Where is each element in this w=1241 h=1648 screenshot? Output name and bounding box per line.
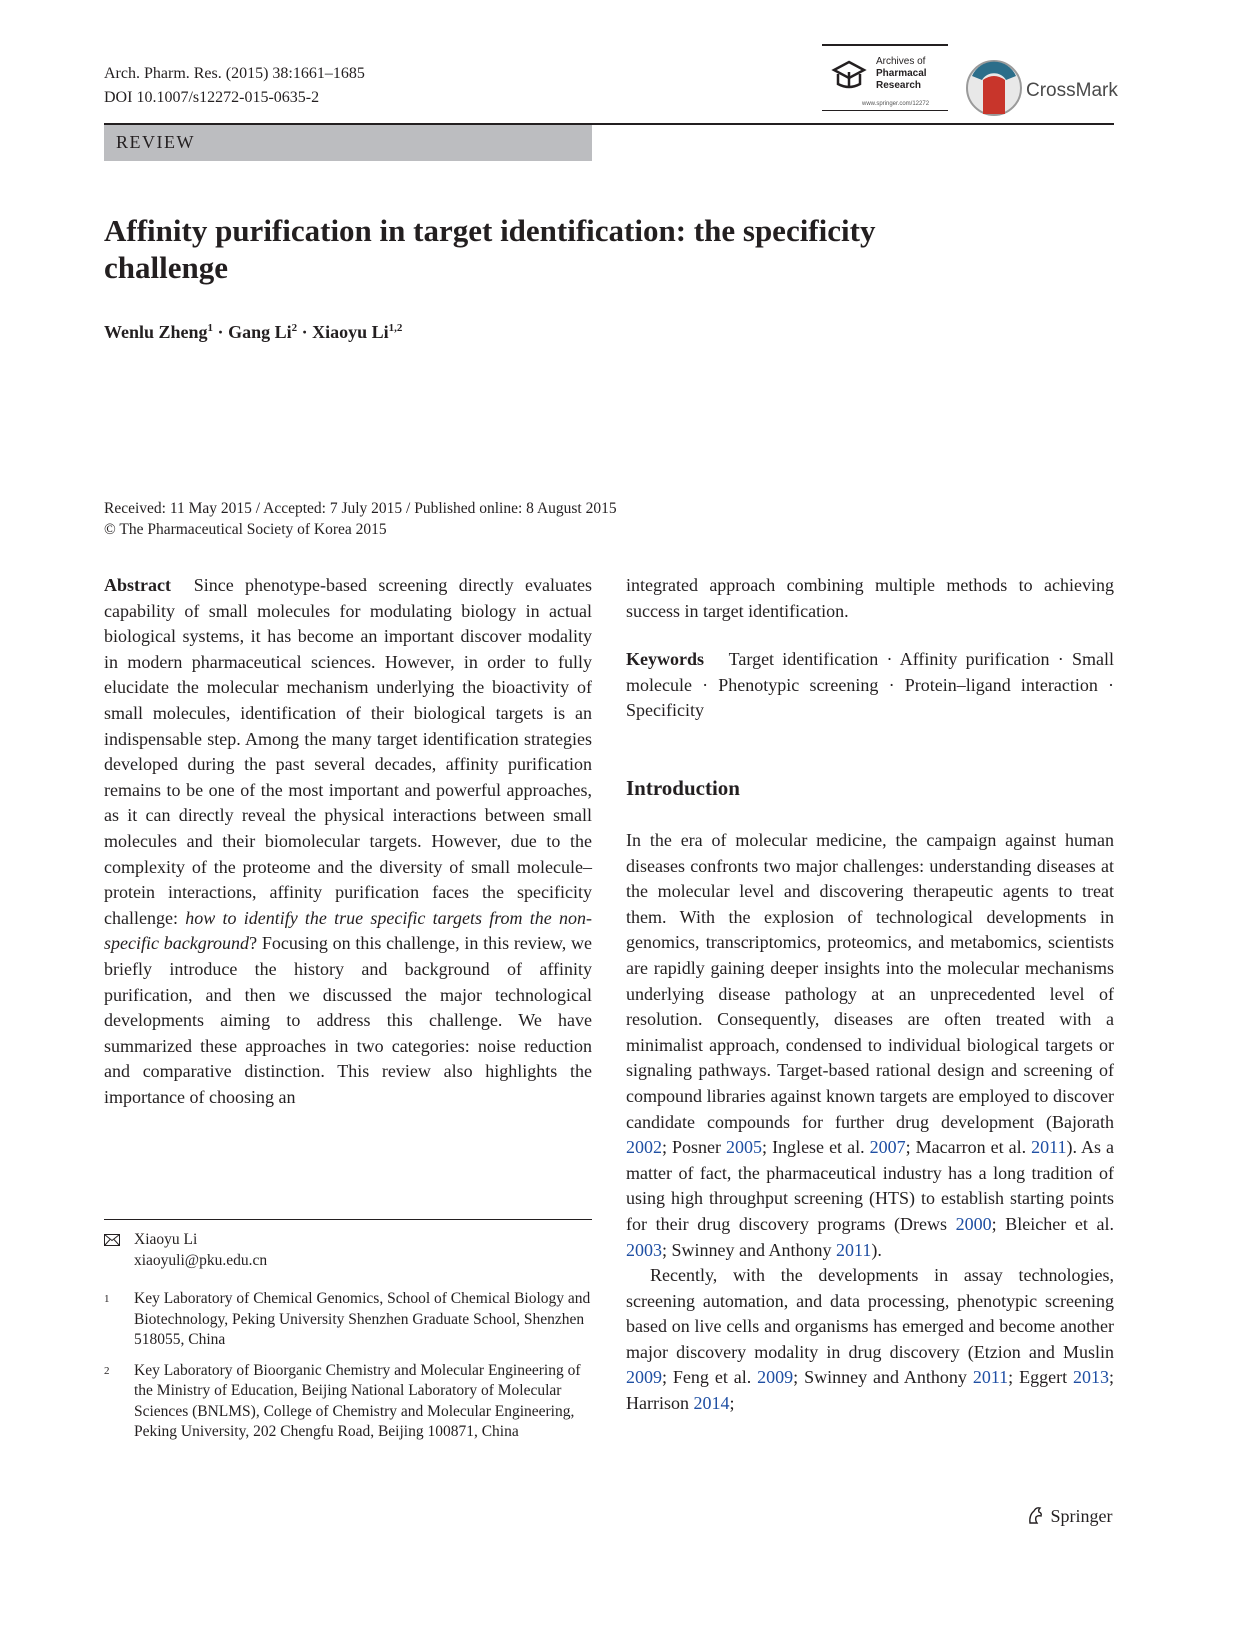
intro-paragraph-2: Recently, with the developments in assay technologies, screening automation, and data processing, phenotypic screening based on live cells and organisms has emerged and become another major discovery modality in drug discovery (Etzion and Muslin 2009; Feng et al. 2009; Swinney and Anthony 2011; Eggert 2013; Harrison 2014; bbox=[626, 1265, 1115, 1414]
journal-logo[interactable] bbox=[822, 44, 948, 111]
publication-dates bbox=[104, 498, 617, 540]
affiliation-2: 2 Key Laboratory of Bioorganic Chemistry and Molecular Engineering of the Ministry of Education, Beijing National Laboratory of Molecular Sciences (BNLMS), College of Chemistry and Molecular Engineering, Peking University, 202 Chengfu Road, Beijing 100871, China bbox=[104, 1361, 581, 1440]
citation-link[interactable]: 2011 bbox=[1031, 1137, 1067, 1158]
springer-horse-icon bbox=[1026, 1505, 1046, 1525]
citation-link[interactable]: 2009 bbox=[757, 1367, 794, 1388]
crossmark-icon[interactable] bbox=[966, 58, 1022, 118]
citation-link[interactable]: 2002 bbox=[626, 1137, 662, 1158]
abstract-continued: integrated approach combining multiple methods to achieving success in target identification. bbox=[626, 575, 1114, 621]
citation-link[interactable]: 2003 bbox=[626, 1239, 662, 1260]
introduction-heading: Introduction bbox=[626, 776, 740, 800]
introduction-body bbox=[626, 828, 1114, 1417]
footnote-rule bbox=[104, 1219, 592, 1220]
abstract-label: Abstract bbox=[104, 575, 171, 595]
corresponding-author bbox=[104, 1230, 592, 1271]
copyright-line: © The Pharmaceutical Society of Korea 2015 bbox=[104, 521, 387, 538]
section-label bbox=[104, 125, 592, 161]
citation-link[interactable]: 2005 bbox=[726, 1137, 763, 1158]
citation-link[interactable]: 2013 bbox=[1073, 1367, 1109, 1388]
abstract: Abstract Since phenotype-based screening directly evaluates capability of small molecules for modulating biology in actual biological systems, it has become an important discover modality in modern pharmaceutical sciences. However, in order to fully elucidate the molecular mechanism underlying the bioactivity of small molecules, identification of their biological targets is an indispensable step. Among the many target identification strategies developed during the past several decades, affinity purification remains to be one of the most important and powerful approaches, as it can directly reveal the physical interactions between small molecules and their biomolecular targets. However, due to the complexity of the proteome and the diversity of small molecule–protein interactions, affinity purification faces the specificity challenge: how to identify the true specific targets from the non-specific background? Focusing on this challenge, in this review, we briefly introduce the history and background of affinity purification, and then we discussed the major technological developments aiming to address this challenge. We have summarized these approaches in two categories: noise reduction and comparative distinction. This review also highlights the importance of choosing an bbox=[104, 575, 593, 1107]
journal-citation: Arch. Pharm. Res. (2015) 38:1661–1685 bbox=[104, 65, 365, 82]
journal-url: www.springer.com/12272 bbox=[862, 101, 930, 107]
keywords bbox=[626, 647, 1114, 724]
keywords-label: Keywords bbox=[626, 649, 704, 669]
dates-line: Received: 11 May 2015 / Accepted: 7 July 2015 / Published online: 8 August 2015 bbox=[104, 500, 617, 517]
footnotes bbox=[104, 1230, 592, 1453]
intro-paragraph-1: In the era of molecular medicine, the campaign against human diseases confronts two major challenges: understanding diseases at the molecular level and discovering therapeutic agents to treat them. With the explosion of technological developments in genomics, transcriptomics, proteomics, and metabomics, scientists are rapidly gaining deeper insights into the molecular mechanisms underlying disease pathology at an unprecedented level of resolution. Consequently, diseases are often treated with a minimalist approach, condensed to individual biological targets or signaling pathways. Target-based rational design and screening of compound libraries against known targets are employed to discover candidate compounds for further drug development (Bajorath 2002; Posner 2005; Inglese et al. 2007; Macarron et al. 2011). As a matter of fact, the pharmaceutical industry has a long tradition of using high throughput screening (HTS) to establish starting points for their drug discovery programs (Drews 2000; Bleicher et al. 2003; Swinney and Anthony 2011). bbox=[626, 830, 1115, 1260]
citation-link[interactable]: 2007 bbox=[869, 1137, 906, 1158]
section-label-text: REVIEW bbox=[116, 132, 195, 152]
journal-logo-icon bbox=[830, 60, 868, 94]
doi[interactable]: DOI 10.1007/s12272-015-0635-2 bbox=[104, 89, 320, 106]
citation-link[interactable]: 2011 bbox=[972, 1367, 1009, 1388]
author-list: Wenlu Zheng$^1$ · Gang Li$^2$ · Xiaoyu Li$^{1,2}$ bbox=[104, 322, 403, 342]
affiliation-1: 1 Key Laboratory of Chemical Genomics, School of Chemical Biology and Biotechnology, Peking University Shenzhen Graduate School, Shenzhen 518055, China bbox=[104, 1290, 591, 1348]
crossmark-label[interactable]: CrossMark bbox=[1026, 80, 1118, 101]
citation-link[interactable]: 2014 bbox=[693, 1393, 730, 1414]
keywords-list: Target identification · Affinity purification · Small molecule · Phenotypic screening · Protein–ligand interaction · Specificity bbox=[626, 649, 1114, 721]
citation-link[interactable]: 2000 bbox=[955, 1213, 992, 1234]
author-name[interactable]: Xiaoyu Li bbox=[312, 322, 389, 342]
article-title: Affinity purification in target identification: the specificity challenge bbox=[104, 213, 876, 285]
author-name[interactable]: Wenlu Zheng bbox=[104, 322, 208, 342]
citation-link[interactable]: 2011 bbox=[836, 1239, 872, 1260]
publisher-name: Springer bbox=[1050, 1506, 1113, 1526]
journal-logo-text: Archives of Pharmacal Research bbox=[876, 56, 927, 91]
citation-link[interactable]: 2009 bbox=[626, 1367, 662, 1388]
corresponding-email[interactable]: xiaoyuli@pku.edu.cn bbox=[134, 1251, 268, 1269]
envelope-icon bbox=[104, 1234, 120, 1246]
corresponding-name: Xiaoyu Li bbox=[134, 1231, 198, 1248]
publisher-logo bbox=[1026, 1505, 1113, 1527]
author-name[interactable]: Gang Li bbox=[228, 322, 292, 342]
